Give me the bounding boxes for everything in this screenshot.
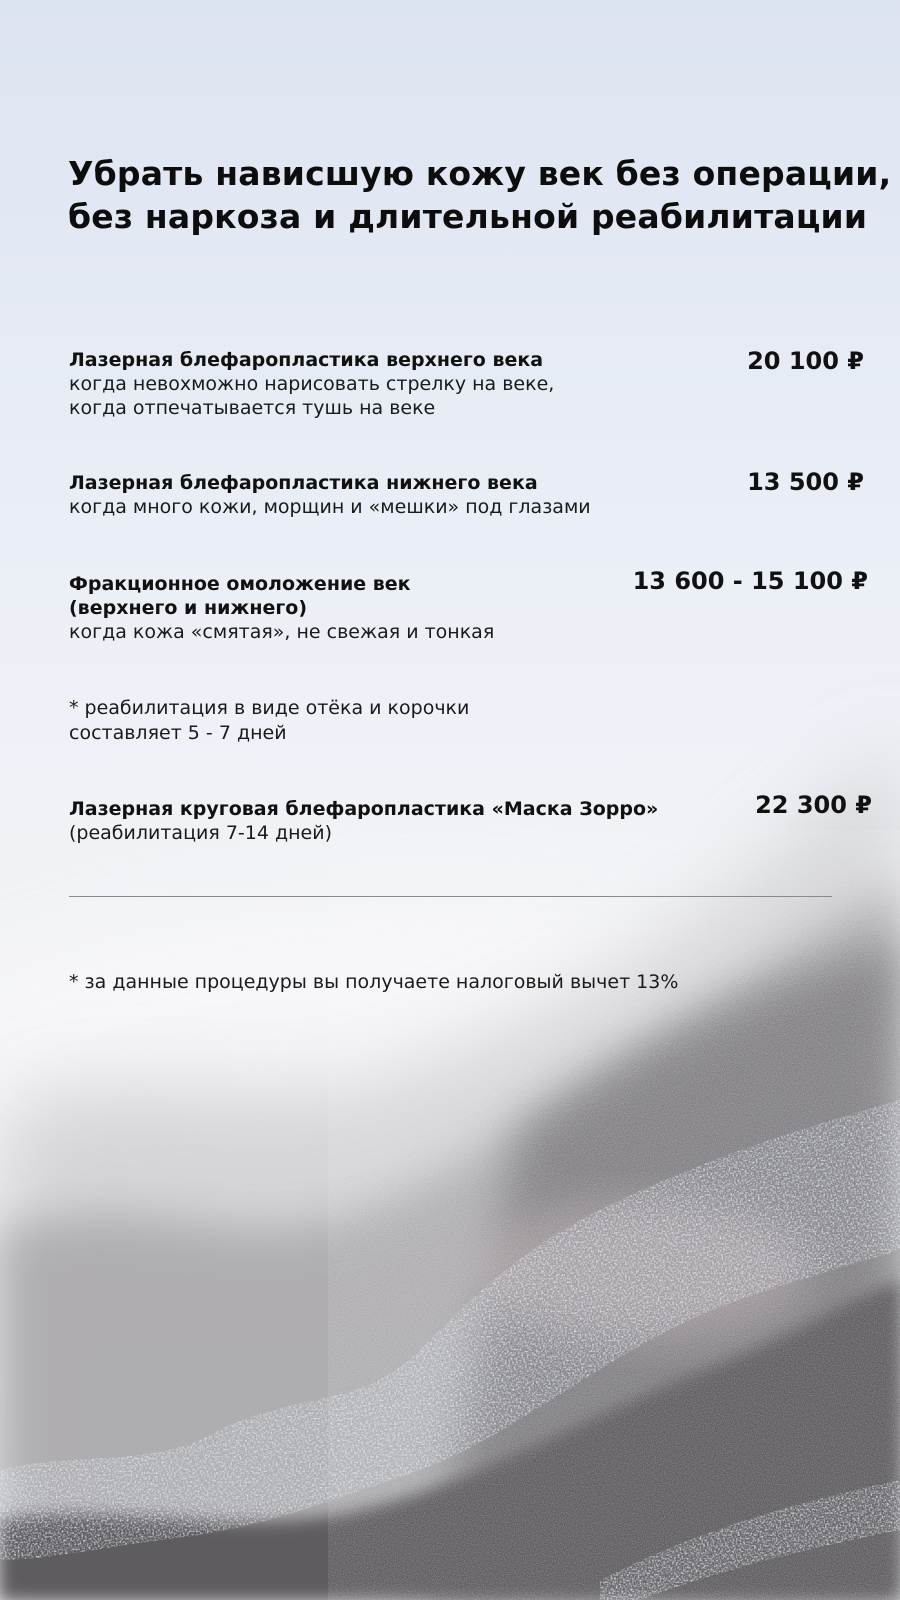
tax-deduction-note	[69, 970, 678, 995]
rehabilitation-note	[69, 696, 469, 746]
service-description-line: когда много кожи, морщин и «мешки» под глазами	[69, 496, 591, 518]
service-title: (верхнего и нижнего)	[69, 597, 308, 619]
note-line: составляет 5 - 7 дней	[69, 722, 287, 744]
service-price: 13 600 - 15 100 ₽	[632, 567, 868, 595]
service-price: 13 500 ₽	[747, 468, 864, 496]
service-description-line: когда отпечатывается тушь на веке	[69, 397, 436, 419]
page-title	[68, 152, 892, 238]
service-zorro-mask	[69, 797, 709, 845]
service-description-line: когда невохможно нарисовать стрелку на веке,	[69, 373, 555, 395]
service-description-line: когда кожа «смятая», не свежая и тонкая	[69, 621, 495, 643]
note-line: * за данные процедуры вы получаете налоговый вычет 13%	[69, 971, 679, 993]
service-fractional-rejuvenation	[69, 572, 629, 644]
service-price: 22 300 ₽	[755, 791, 872, 819]
service-title: Лазерная блефаропластика верхнего века	[69, 349, 544, 371]
title-line-2: без наркоза и длительной реабилитации	[68, 197, 868, 236]
service-title: Лазерная блефаропластика нижнего века	[69, 472, 538, 494]
divider	[69, 896, 832, 897]
service-title: Лазерная круговая блефаропластика «Маска Зорро»	[69, 798, 659, 820]
service-description-line: (реабилитация 7-14 дней)	[69, 822, 332, 844]
service-price: 20 100 ₽	[747, 347, 864, 375]
service-title: Фракционное омоложение век	[69, 573, 411, 595]
title-line-1: Убрать нависшую кожу век без операции,	[68, 154, 892, 193]
note-line: * реабилитация в виде отёка и корочки	[69, 697, 470, 719]
service-lower-eyelid	[69, 471, 629, 519]
service-upper-eyelid	[69, 348, 629, 420]
